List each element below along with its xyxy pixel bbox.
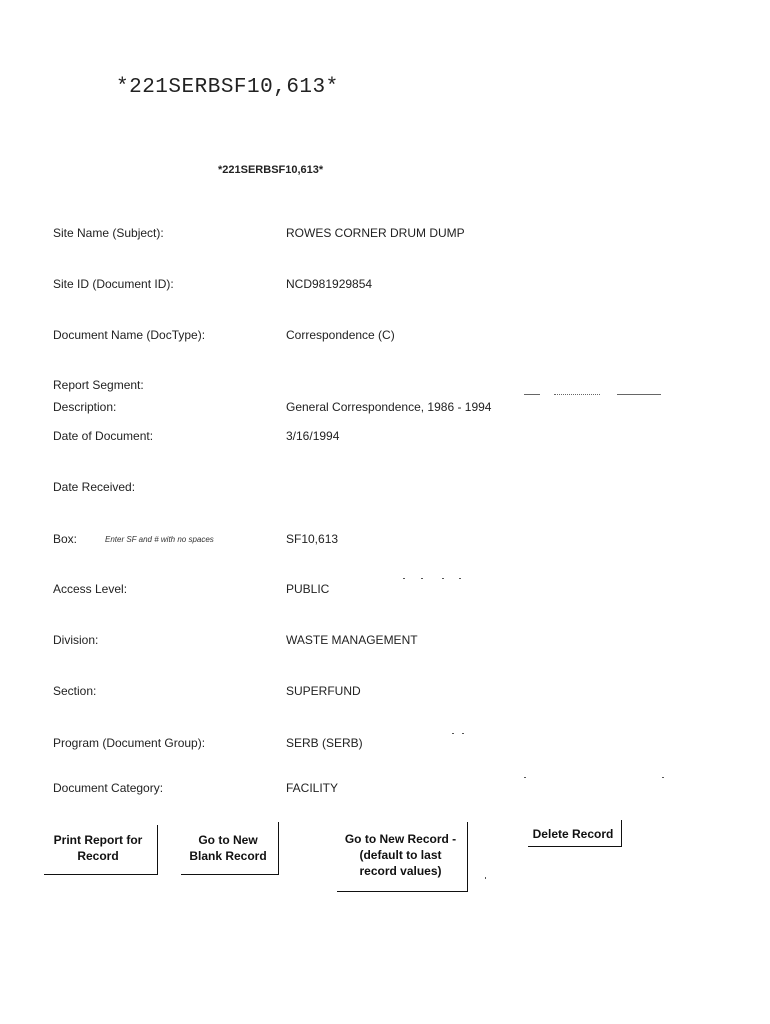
- new-record-default-button-label-line3: record values): [359, 864, 442, 878]
- section-label: Section:: [53, 684, 97, 698]
- description-value: General Correspondence, 1986 - 1994: [286, 400, 492, 414]
- delete-record-button[interactable]: [528, 820, 622, 847]
- button-border-bottom: [528, 846, 622, 848]
- description-label: Description:: [53, 400, 117, 414]
- division-value: WASTE MANAGEMENT: [286, 633, 418, 647]
- date-received-label: Date Received:: [53, 480, 136, 494]
- document-category-value: FACILITY: [286, 781, 339, 795]
- access-level-value: PUBLIC: [286, 582, 330, 596]
- program-value: SERB (SERB): [286, 736, 363, 750]
- scan-speck: [403, 578, 405, 579]
- barcode-text-large: *221SERBSF10,613*: [116, 76, 339, 99]
- barcode-text-small: *221SERBSF10,613*: [218, 164, 324, 176]
- print-report-button-label-line1: Print Report for: [53, 833, 143, 847]
- button-border-right: [467, 822, 469, 892]
- scan-speck: [452, 733, 454, 734]
- delete-button-label: Delete Record: [532, 827, 614, 841]
- site-name-label: Site Name (Subject):: [53, 226, 164, 240]
- section-value: SUPERFUND: [286, 684, 361, 698]
- scan-speck: [442, 578, 444, 579]
- division-label: Division:: [53, 633, 99, 647]
- button-border-bottom: [337, 891, 468, 893]
- print-report-button[interactable]: [44, 825, 158, 875]
- site-id-label: Site ID (Document ID):: [53, 277, 174, 291]
- go-to-new-record-default-button[interactable]: [337, 822, 468, 892]
- new-record-default-button-label-line1: Go to New Record -: [344, 832, 457, 846]
- new-blank-button-label-line1: Go to New: [198, 833, 258, 847]
- site-name-value: ROWES CORNER DRUM DUMP: [286, 226, 465, 240]
- scan-speck: [485, 877, 486, 879]
- site-id-value: NCD981929854: [286, 277, 373, 291]
- document-name-label: Document Name (DocType):: [53, 328, 206, 342]
- new-record-default-button-label-line2: (default to last: [359, 848, 442, 862]
- button-border-bottom: [181, 874, 279, 876]
- box-hint: Enter SF and # with no spaces: [105, 535, 214, 544]
- date-of-document-value: 3/16/1994: [286, 429, 340, 443]
- scan-speck: [524, 777, 526, 778]
- scan-line-artifact: [524, 394, 540, 395]
- box-value: SF10,613: [286, 532, 339, 546]
- button-border-bottom: [44, 874, 158, 876]
- scan-line-artifact: [617, 394, 661, 395]
- scan-speck: [421, 578, 423, 579]
- scan-speck: [459, 578, 461, 579]
- date-of-document-label: Date of Document:: [53, 429, 154, 443]
- go-to-new-blank-record-button[interactable]: [181, 822, 279, 875]
- scan-speck: [662, 777, 664, 778]
- new-blank-button-label-line2: Blank Record: [189, 849, 267, 863]
- document-category-label: Document Category:: [53, 781, 164, 795]
- button-border-right: [157, 825, 159, 875]
- scan-line-artifact: [554, 394, 600, 395]
- button-border-right: [278, 822, 280, 875]
- access-level-label: Access Level:: [53, 582, 128, 596]
- print-report-button-label-line2: Record: [77, 849, 119, 863]
- program-label: Program (Document Group):: [53, 736, 206, 750]
- button-border-right: [621, 820, 623, 847]
- scan-speck: [462, 733, 464, 734]
- box-label: Box:: [53, 532, 78, 546]
- document-name-value: Correspondence (C): [286, 328, 395, 342]
- report-segment-label: Report Segment:: [53, 378, 144, 392]
